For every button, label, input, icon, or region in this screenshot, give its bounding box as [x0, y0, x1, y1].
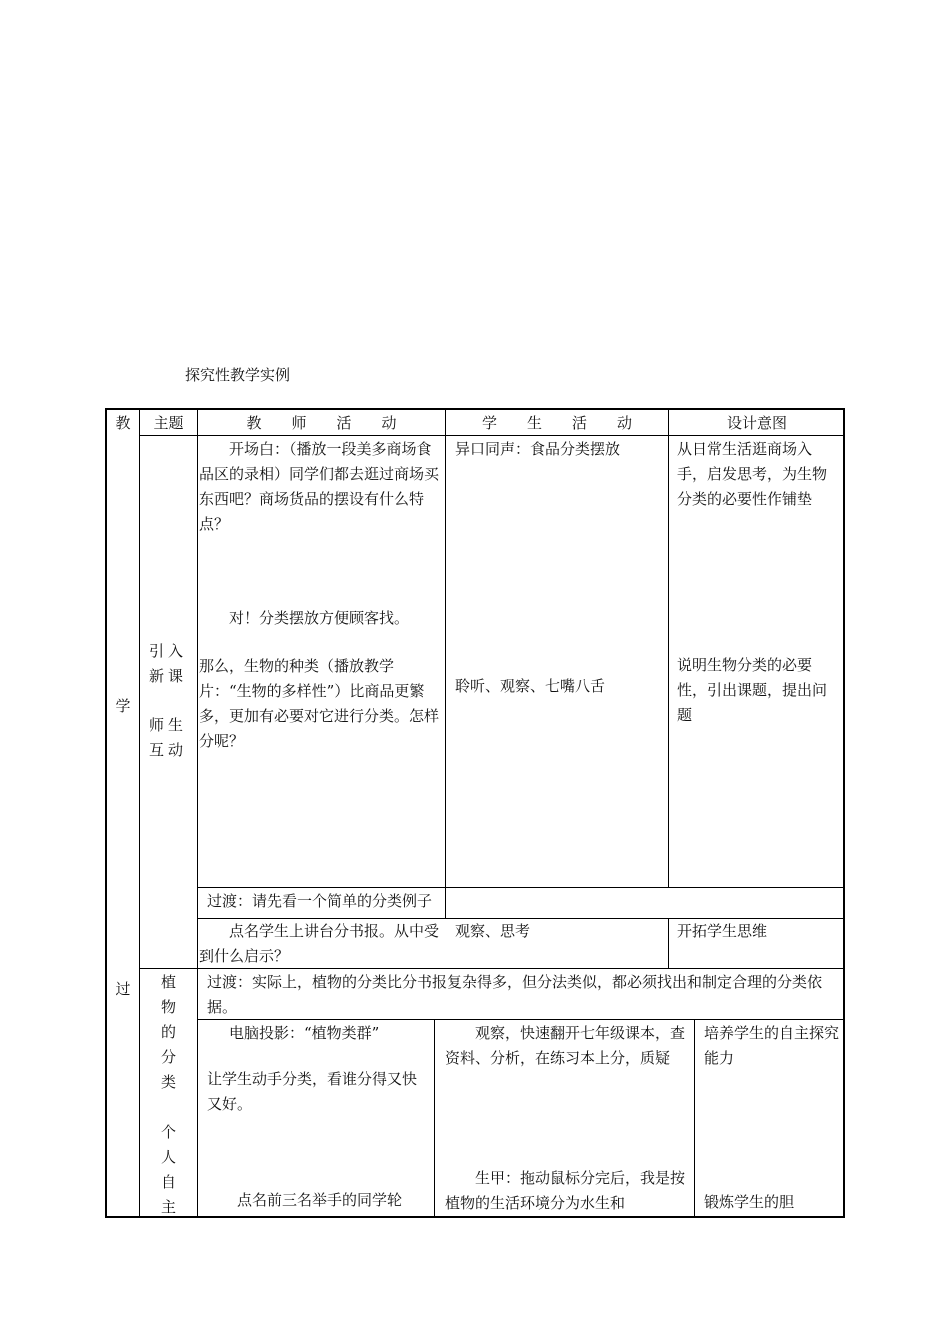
design-intent-text-1: 从日常生活逛商场入手，启发思考，为生物分类的必要性作铺垫 [677, 440, 828, 508]
side-label-xue: 学 [115, 697, 131, 715]
side-label-guo: 过 [115, 980, 131, 998]
grid-line [434, 1019, 435, 1216]
topic-plant-classification: 植 物 的 分 类 个 人 自 主 [160, 973, 176, 1216]
topic-intro: 引入新课 [149, 642, 188, 685]
document-title: 探究性教学实例 [185, 366, 291, 384]
grid-line [694, 1019, 695, 1216]
teacher-projection-text: 电脑投影：“植物类群” [229, 1024, 380, 1042]
grid-line [197, 887, 845, 888]
grid-line [668, 410, 669, 887]
header-cell-teacher: 教 师 活 动 [246, 414, 397, 432]
student-answer-text: 异口同声：食品分类摆放 [455, 440, 621, 458]
design-courage-text: 锻炼学生的胆 [704, 1193, 795, 1211]
grid-line [445, 410, 446, 918]
teacher-opening-text: 开场白：（播放一段美多商场食品区的录相）同学们都去逛过商场买东西吧？商场货品的摆设有什么特点？ [199, 440, 440, 533]
teacher-question-text: 那么，生物的种类（播放教学片：“生物的多样性”）比商品更繁多，更加有必要对它进行分类。怎样分呢？ [199, 657, 440, 750]
teacher-response-text: 对！分类摆放方便顾客找。 [229, 609, 410, 627]
design-inquiry-text: 培养学生的自主探究能力 [704, 1024, 840, 1067]
student-research-text: 观察，快速翻开七年级课本，查资料、分析，在练习本上分，质疑 [445, 1024, 686, 1067]
student-listen-text: 聆听、观察、七嘴八舌 [455, 677, 606, 695]
header-cell-design: 设计意图 [726, 414, 787, 432]
transition-text-2: 过渡：实际上，植物的分类比分书报复杂得多，但分法类似，都必须找出和制定合理的分类依据。 [207, 973, 823, 1016]
topic-interaction: 师生互动 [149, 716, 188, 759]
teacher-classify-text: 让学生动手分类，看谁分得又快又好。 [207, 1070, 418, 1113]
header-cell-topic: 主题 [153, 414, 184, 432]
student-answer-a-text: 生甲：拖动鼠标分完后，我是按植物的生活环境分为水生和 [445, 1169, 686, 1212]
lesson-table [105, 408, 845, 1218]
grid-line [668, 918, 669, 968]
design-intent-text-2: 说明生物分类的必要性，引出课题，提出问题 [677, 656, 828, 724]
student-observe-text: 观察、思考 [455, 922, 531, 940]
header-cell-student: 学 生 活 动 [481, 414, 632, 432]
teacher-books-text: 点名学生上讲台分书报。从中受到什么启示？ [199, 922, 440, 965]
grid-line [197, 410, 198, 1216]
teacher-call-text: 点名前三名举手的同学轮 [237, 1191, 403, 1209]
header-cell-1: 教 [115, 414, 131, 432]
transition-text-1: 过渡：请先看一个简单的分类例子 [207, 892, 433, 910]
design-thinking-text: 开拓学生思维 [677, 922, 768, 940]
